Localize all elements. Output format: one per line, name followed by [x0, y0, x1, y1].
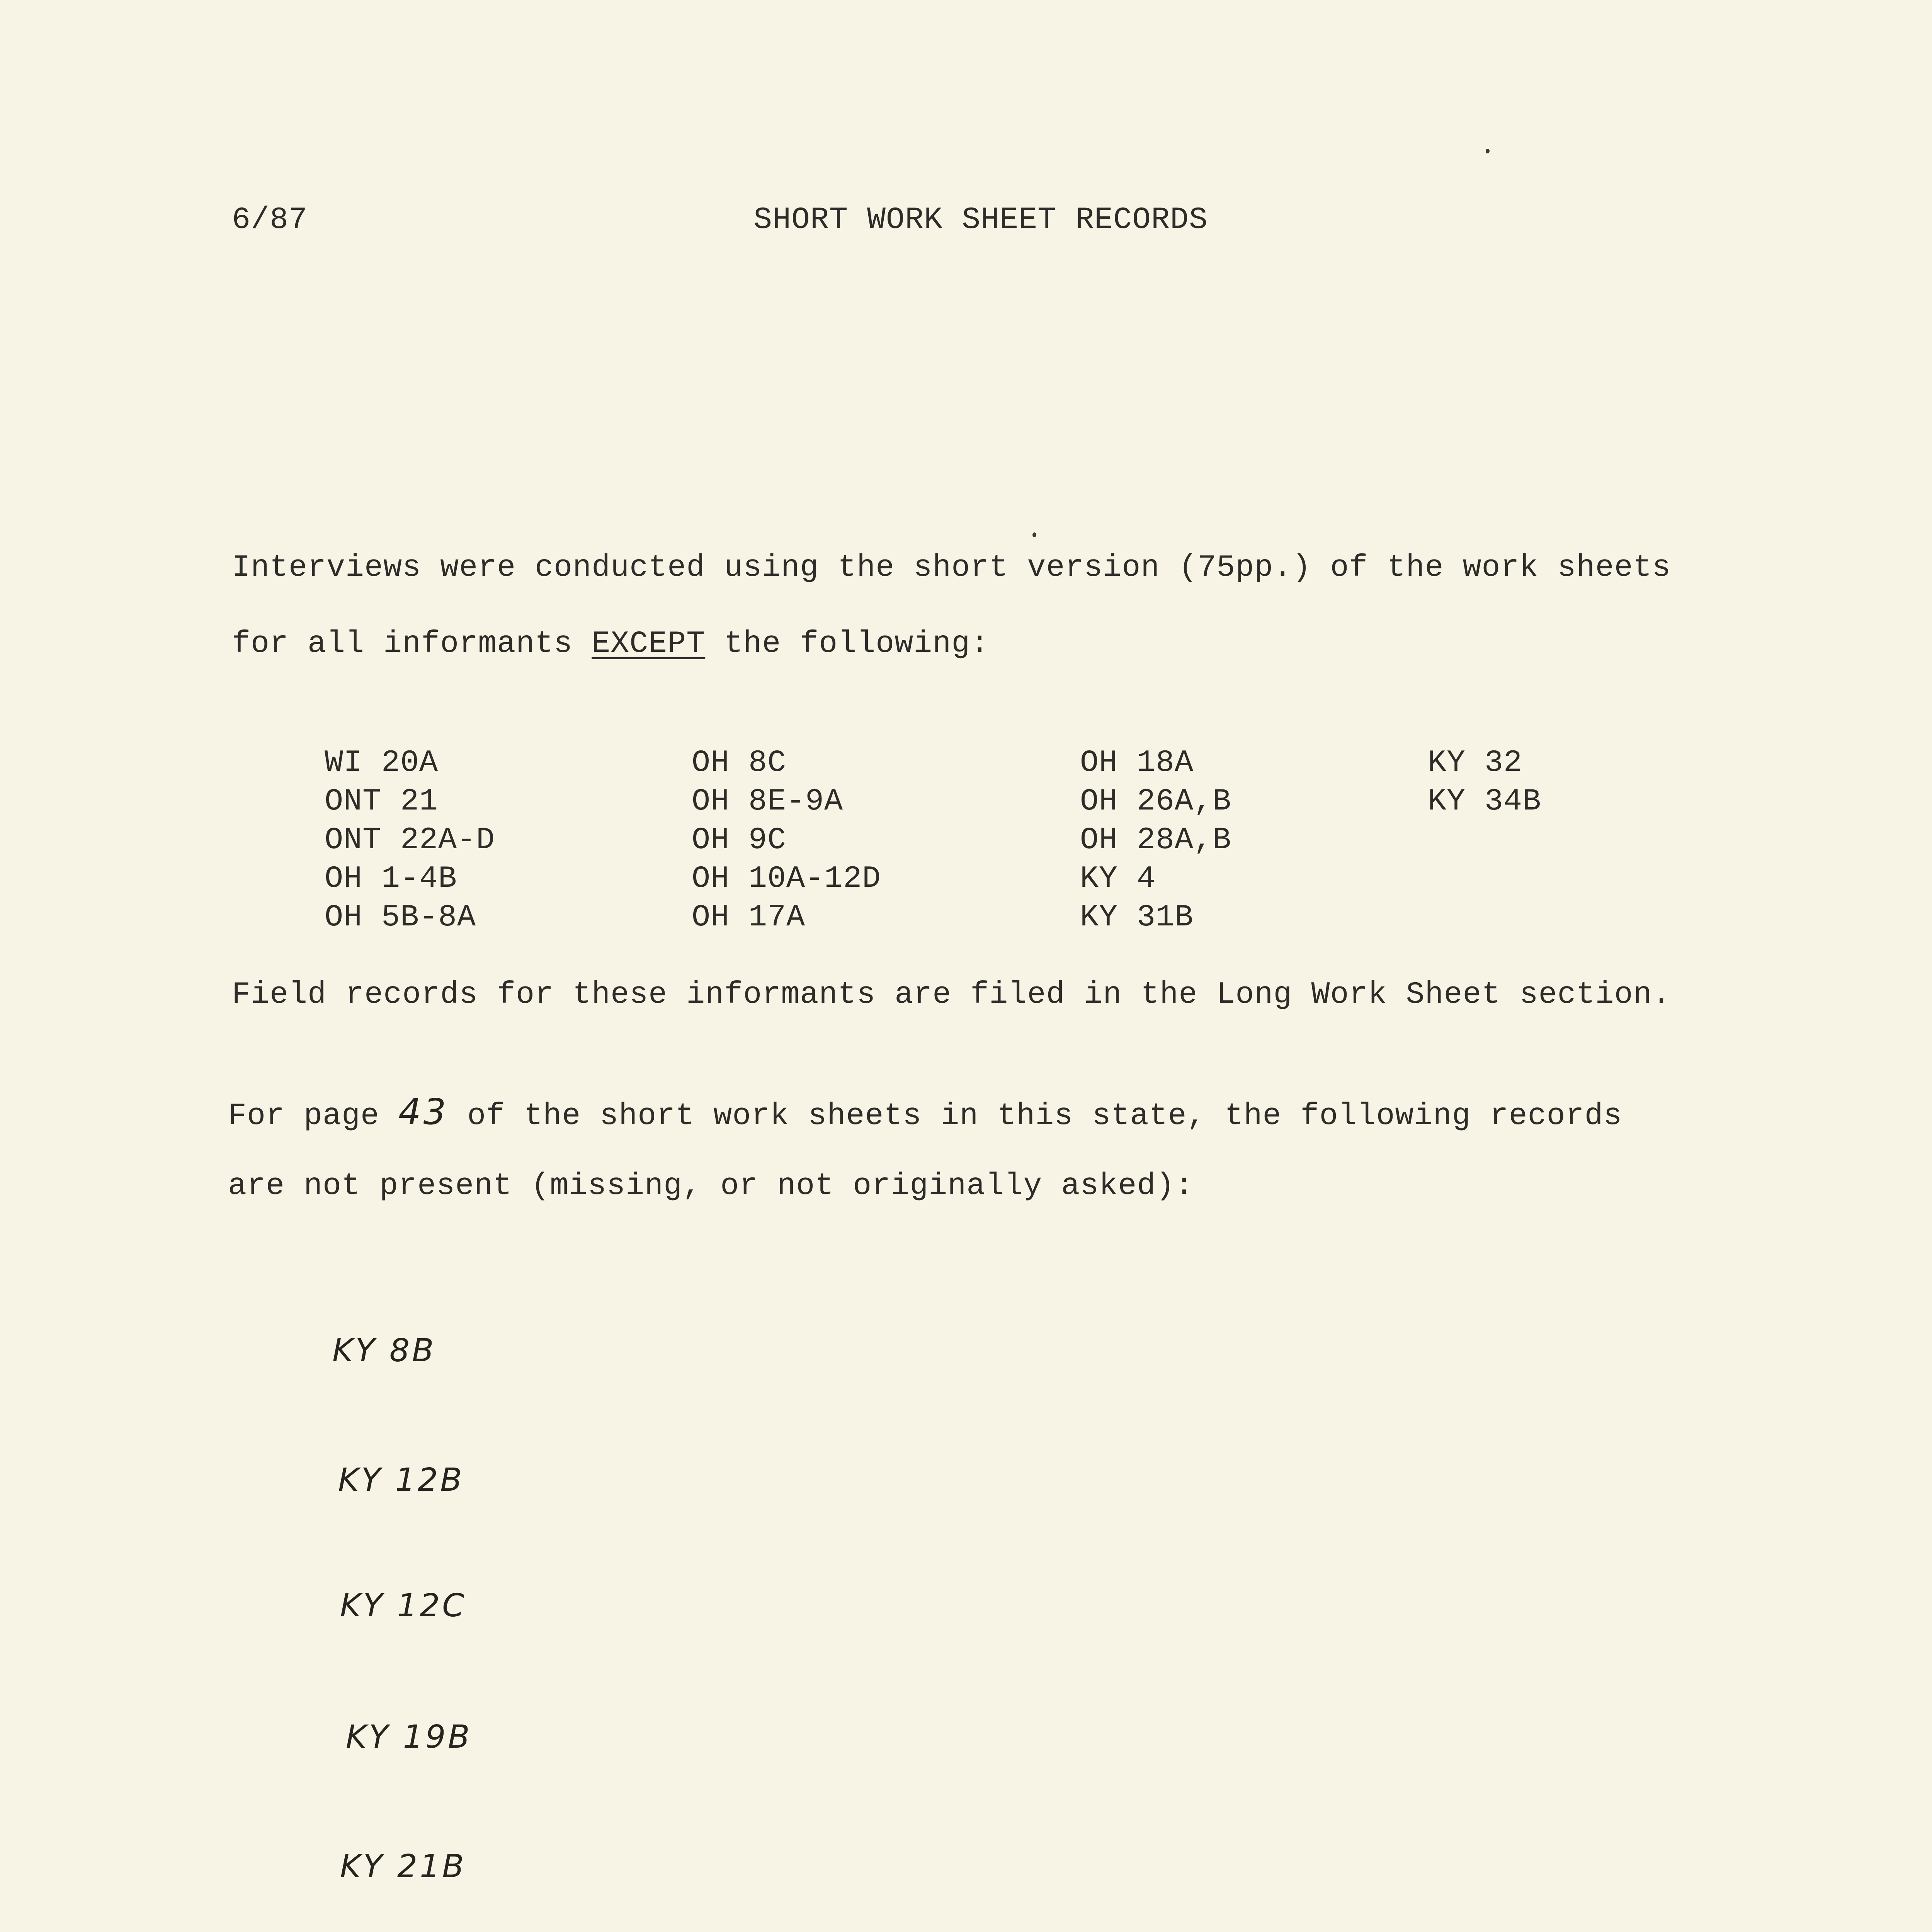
exception-item: OH 17A: [692, 900, 806, 935]
intro-line-2-start: for all informants: [232, 626, 592, 662]
exception-item: OH 10A-12D: [692, 861, 881, 896]
exception-item: OH 9C: [692, 823, 787, 858]
exceptions-column-2: [692, 744, 881, 937]
exceptions-column-1: [325, 744, 495, 937]
missing-intro-line-2: are not present (missing, or not originally asked):: [228, 1168, 1194, 1204]
exception-item: WI 20A: [325, 745, 439, 781]
missing-record: KY 8B: [332, 1332, 436, 1369]
exception-item: ONT 21: [325, 784, 439, 819]
paper-speck: [1486, 149, 1490, 153]
exceptions-column-3: [1080, 744, 1231, 937]
missing-intro-line-1: [228, 1091, 1622, 1134]
missing-record: KY 12C: [340, 1587, 467, 1624]
page-title: SHORT WORK SHEET RECORDS: [753, 202, 1208, 238]
exception-item: OH 5B-8A: [325, 900, 476, 935]
paper-speck: [1032, 532, 1036, 537]
header-date: 6/87: [232, 202, 308, 238]
missing-record: KY 12B: [338, 1462, 464, 1498]
exception-item: OH 8E-9A: [692, 784, 844, 819]
exception-item: OH 26A,B: [1080, 784, 1232, 819]
exception-item: KY 34B: [1428, 784, 1542, 819]
exception-item: OH 8C: [692, 745, 787, 781]
exception-item: KY 4: [1080, 861, 1156, 896]
exception-item: KY 32: [1428, 745, 1523, 781]
intro-line-2: [232, 626, 990, 662]
except-emphasis: EXCEPT: [592, 626, 706, 662]
exception-item: OH 1-4B: [325, 861, 457, 896]
field-records-note: Field records for these informants are filed in the Long Work Sheet section.: [232, 977, 1671, 1012]
intro-line-1: Interviews were conducted using the short version (75pp.) of the work sheets: [232, 550, 1671, 585]
exception-item: OH 28A,B: [1080, 823, 1232, 858]
missing-record: KY 21B: [340, 1848, 466, 1885]
missing-intro-start: For page: [228, 1099, 399, 1134]
missing-intro-end: of the short work sheets in this state, the following records: [448, 1099, 1622, 1134]
exception-item: KY 31B: [1080, 900, 1194, 935]
exception-item: ONT 22A-D: [325, 823, 495, 858]
intro-line-2-end: the following:: [705, 626, 990, 662]
exception-item: OH 18A: [1080, 745, 1194, 781]
exceptions-column-4: [1428, 744, 1541, 821]
handwritten-page-number: 43: [398, 1091, 449, 1133]
missing-record: KY 19B: [346, 1719, 472, 1755]
